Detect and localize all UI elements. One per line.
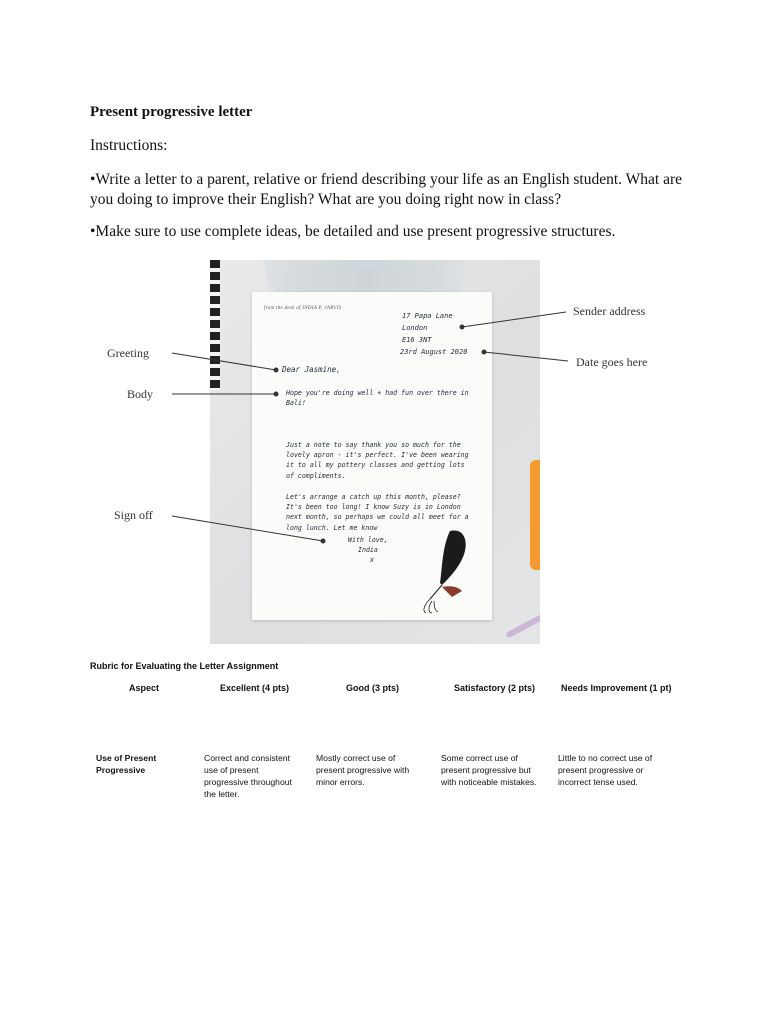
rubric-cell-satisfactory: Some correct use of present progressive but with noticeable mistakes. — [441, 753, 537, 787]
rubric-cell-aspect: Use of Present Progressive — [96, 753, 157, 775]
document-title: Present progressive letter — [90, 104, 253, 120]
label-date: Date goes here — [576, 355, 648, 369]
letter-masthead: from the desk of INDIA P. JARVIS — [264, 306, 342, 311]
rubric-cell-good: Mostly correct use of present progressive with minor errors. — [316, 753, 410, 787]
sign-line: x — [370, 556, 374, 564]
address-line: 17 Papa Lane — [402, 312, 453, 320]
letter-greeting: Dear Jasmine, — [282, 365, 341, 374]
instruction-bullet-1: •Write a letter to a parent, relative or friend describing your life as an English student. What are you doing to improve their English? What are you doing right now in class? — [90, 171, 683, 208]
rubric-cell-excellent: Correct and consistent use of present progressive throughout the letter. — [204, 753, 292, 799]
label-sender-address: Sender address — [573, 304, 646, 318]
rubric-title: Rubric for Evaluating the Letter Assignment — [90, 661, 279, 671]
address-line: London — [402, 324, 428, 332]
rubric-header-aspect: Aspect — [129, 683, 160, 693]
address-line: E16 3NT — [402, 336, 432, 344]
rubric-header-satisfactory: Satisfactory (2 pts) — [454, 683, 536, 693]
letter-paragraph: Hope you're doing well + had fun over there in Bali! — [286, 389, 469, 408]
letter-paragraph: Let's arrange a catch up this month, please? It's been too long! I know Suzy is in London next month, so perhaps we could all meet for a long lunch. Let me know — [286, 493, 469, 532]
letter-diagram — [90, 260, 690, 644]
letter-date: 23rd August 2020 — [400, 348, 468, 356]
label-body: Body — [127, 387, 154, 401]
rubric-cell-needs-improvement: Little to no correct use of present progressive or incorrect tense used. — [558, 753, 653, 787]
instruction-bullet-2: •Make sure to use complete ideas, be detailed and use present progressive structures. — [90, 223, 616, 240]
sign-line: With love, — [348, 536, 388, 544]
rubric-header-excellent: Excellent (4 pts) — [220, 683, 290, 693]
sign-line: India — [358, 546, 378, 554]
rubric-header-good: Good (3 pts) — [346, 683, 399, 693]
label-sign-off: Sign off — [114, 508, 153, 522]
instructions-label: Instructions: — [90, 137, 168, 154]
label-greeting: Greeting — [107, 346, 149, 360]
letter-paragraph: Just a note to say thank you so much for the lovely apron - it's perfect. I've been wearing it to all my pottery classes and getting lots of compliments. — [286, 441, 469, 480]
rubric-header-needs-improvement: Needs Improvement (1 pt) — [561, 683, 672, 693]
